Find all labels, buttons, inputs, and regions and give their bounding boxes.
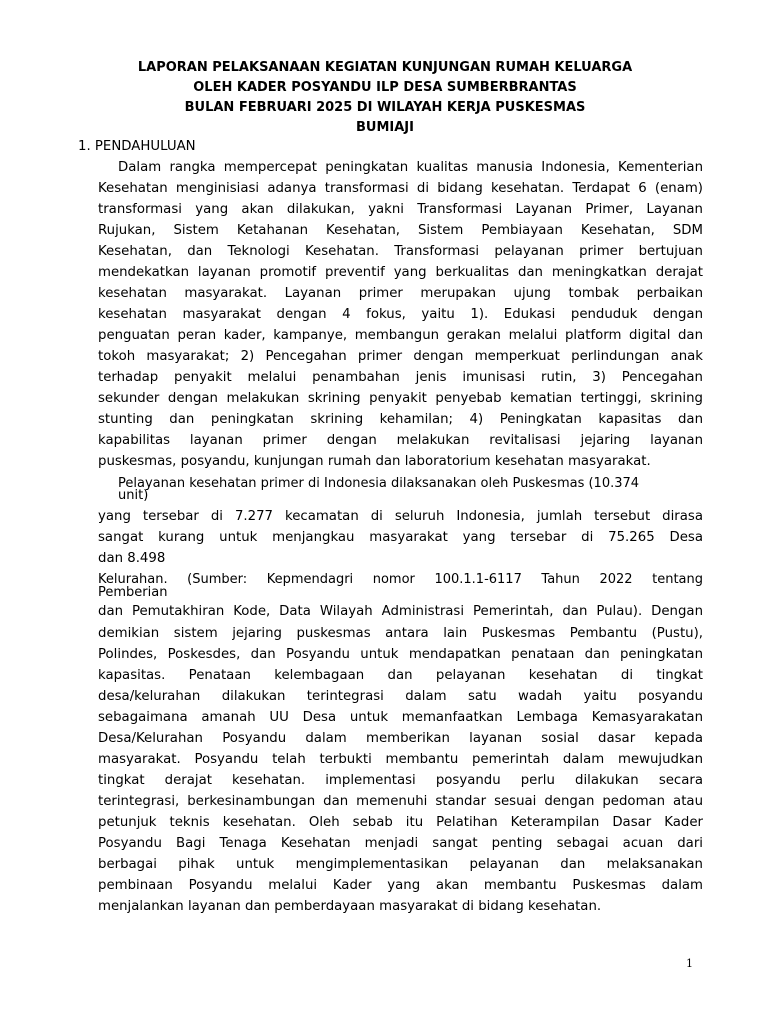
body-line: Posyandu Bagi Tenaga Kesehatan menjadi sangat penting sebagai acuan dari: [98, 836, 703, 851]
body-line: Rujukan, Sistem Ketahanan Kesehatan, Sistem Pembiayaan Kesehatan, SDM: [98, 223, 703, 238]
body-line: kesehatan masyarakat. Layanan primer merupakan ujung tombak perbaikan: [98, 286, 703, 301]
body-line: penguatan peran kader, kampanye, membangun gerakan melalui platform digital dan: [98, 328, 703, 343]
page-number: 1: [686, 957, 693, 970]
title-line-1: LAPORAN PELAKSANAAN KEGIATAN KUNJUNGAN RUMAH KELUARGA: [137, 60, 633, 75]
body-line: masyarakat. Posyandu telah terbukti membantu pemerintah dalam mewujudkan: [98, 752, 703, 767]
body-line: menjalankan layanan dan pemberdayaan masyarakat di bidang kesehatan.: [98, 899, 602, 914]
body-line: kesehatan masyarakat dengan 4 fokus, yaitu 1). Edukasi penduduk dengan: [98, 307, 703, 322]
body-line: tokoh masyarakat; 2) Pencegahan primer dengan memperkuat perlindungan anak: [98, 349, 703, 364]
body-line: transformasi yang akan dilakukan, yakni Transformasi Layanan Primer, Layanan: [98, 202, 703, 217]
body-line: tingkat derajat kesehatan. implementasi posyandu perlu dilakukan secara: [98, 773, 703, 788]
body-line: unit): [118, 489, 149, 503]
title-line-4: BUMIAJI: [356, 120, 414, 135]
document-title: [100, 58, 670, 138]
body-line: sekunder dengan melakukan skrining penyakit penyebab kematian tertinggi, skrining: [98, 391, 703, 406]
body-line: demikian sistem jejaring puskesmas antara lain Puskesmas Pembantu (Pustu),: [98, 626, 703, 641]
body-line: kapabilitas layanan primer dengan melakukan revitalisasi jejaring layanan: [98, 433, 703, 448]
body-line: sebagaimana amanah UU Desa untuk memanfaatkan Lembaga Kemasyarakatan: [98, 710, 703, 725]
body-line: mendekatkan layanan promotif preventif yang berkualitas dan meningkatkan derajat: [98, 265, 703, 280]
body-line: petunjuk teknis kesehatan. Oleh sebab itu Pelatihan Keterampilan Dasar Kader: [98, 815, 703, 830]
body-line: Kesehatan menginisiasi adanya transformasi di bidang kesehatan. Terdapat 6 (enam): [98, 181, 703, 196]
body-line: Kelurahan. (Sumber: Kepmendagri nomor 100.1.1-6117 Tahun 2022 tentang: [98, 573, 703, 587]
body-line: Pelayanan kesehatan primer di Indonesia dilaksanakan oleh Puskesmas (10.374: [118, 477, 640, 491]
body-line: stunting dan peningkatan skrining kehamilan; 4) Peningkatan kapasitas dan: [98, 412, 703, 427]
body-line: terintegrasi, berkesinambungan dan memenuhi standar sesuai dengan pedoman atau: [98, 794, 703, 809]
body-line: puskesmas, posyandu, kunjungan rumah dan laboratorium kesehatan masyarakat.: [98, 454, 651, 469]
title-line-2: OLEH KADER POSYANDU ILP DESA SUMBERBRANTAS: [193, 80, 577, 95]
body-line: dan Pemutakhiran Kode, Data Wilayah Administrasi Pemerintah, dan Pulau). Dengan: [98, 604, 703, 619]
body-line: yang tersebar di 7.277 kecamatan di seluruh Indonesia, jumlah tersebut dirasa: [98, 509, 703, 524]
body-line: Kesehatan, dan Teknologi Kesehatan. Transformasi pelayanan primer bertujuan: [98, 244, 703, 259]
body-line: kapasitas. Penataan kelembagaan dan pelayanan kesehatan di tingkat: [98, 668, 703, 683]
body-line: berbagai pihak untuk mengimplementasikan pelayanan dan melaksanakan: [98, 857, 703, 872]
body-line: Desa/Kelurahan Posyandu dalam memberikan layanan sosial dasar kepada: [98, 731, 703, 746]
section-heading: 1. PENDAHULUAN: [78, 139, 196, 154]
body-line: sangat kurang untuk menjangkau masyarakat yang tersebar di 75.265 Desa: [98, 530, 703, 545]
body-line: dan 8.498: [98, 551, 166, 566]
body-line: Pemberian: [98, 586, 168, 600]
title-line-3: BULAN FEBRUARI 2025 DI WILAYAH KERJA PUSKESMAS: [184, 100, 586, 115]
body-line: terhadap penyakit melalui penambahan jenis imunisasi rutin, 3) Pencegahan: [98, 370, 703, 385]
body-line: Polindes, Poskesdes, dan Posyandu untuk mendapatkan penataan dan peningkatan: [98, 647, 703, 662]
body-line: Dalam rangka mempercepat peningkatan kualitas manusia Indonesia, Kementerian: [118, 160, 703, 175]
body-line: pembinaan Posyandu melalui Kader yang akan membantu Puskesmas dalam: [98, 878, 703, 893]
body-line: desa/kelurahan dilakukan terintegrasi dalam satu wadah yaitu posyandu: [98, 689, 703, 704]
